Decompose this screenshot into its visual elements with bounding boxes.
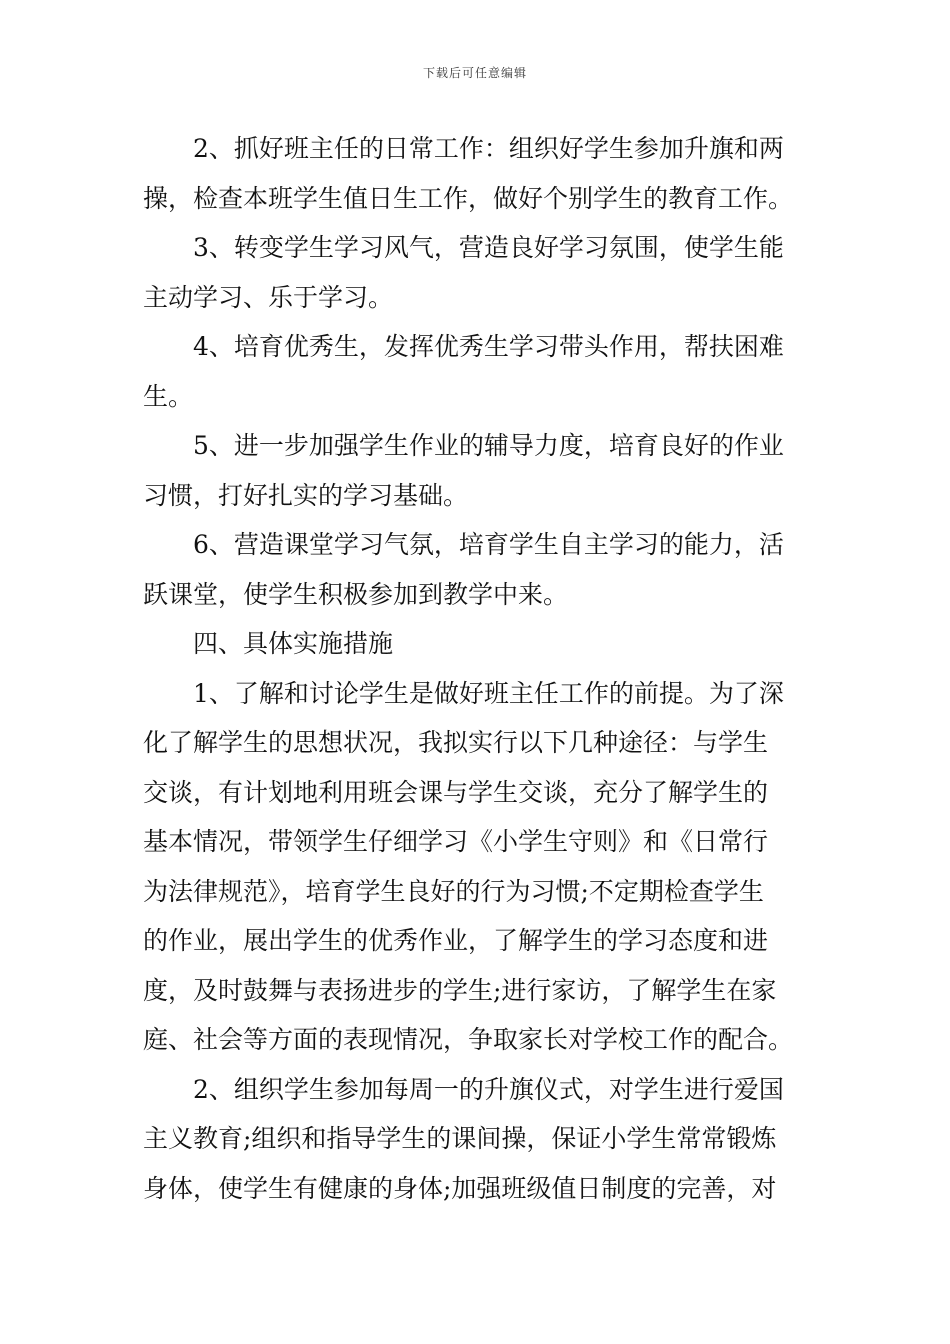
text-line: 化了解学生的思想状况，我拟实行以下几种途径：与学生 [143,728,769,757]
paragraph [143,619,807,669]
text-line: 跃课堂，使学生积极参加到教学中来。 [143,579,569,609]
text-line: 3、转变学生学习风气，营造良好学习氛围，使学生能 [193,233,784,262]
paragraph [143,520,807,619]
paragraph [143,669,807,1065]
text-line: 为法律规范》，培育学生良好的行为习惯;不定期检查学生 [143,876,764,906]
paragraph [143,421,807,520]
paragraph [143,1065,807,1214]
text-line: 基本情况，带领学生仔细学习《小学生守则》和《日常行 [143,827,769,856]
text-line: 身体，使学生有健康的身体;加强班级值日制度的完善，对 [143,1173,777,1203]
page-header: 下载后可任意编辑 [422,66,527,80]
text-line: 6、营造课堂学习气氛，培育学生自主学习的能力，活 [193,530,784,559]
text-line: 四、具体实施措施 [193,629,394,658]
text-line: 主义教育;组织和指导学生的课间操，保证小学生常常锻炼 [143,1124,777,1153]
text-line: 4、培育优秀生，发挥优秀生学习带头作用，帮扶困难 [193,332,784,361]
text-line: 生。 [143,381,194,411]
paragraph [143,124,807,223]
document-body [143,124,807,1213]
text-line: 主动学习、乐于学习。 [143,282,394,312]
text-line: 庭、社会等方面的表现情况，争取家长对学校工作的配合。 [143,1025,794,1054]
text-line: 5、进一步加强学生作业的辅导力度，培育良好的作业 [193,431,784,460]
text-line: 操，检查本班学生值日生工作，做好个别学生的教育工作。 [143,183,794,213]
text-line: 2、抓好班主任的日常工作：组织好学生参加升旗和两 [193,134,784,163]
paragraph [143,322,807,421]
text-line: 度，及时鼓舞与表扬进步的学生;进行家访，了解学生在家 [143,975,777,1005]
text-line: 1、了解和讨论学生是做好班主任工作的前提。为了深 [193,678,784,708]
text-line: 交谈，有计划地利用班会课与学生交谈，充分了解学生的 [143,777,769,807]
text-line: 2、组织学生参加每周一的升旗仪式，对学生进行爱国 [193,1074,784,1104]
text-line: 习惯，打好扎实的学习基础。 [143,480,469,510]
text-line: 的作业，展出学生的优秀作业，了解学生的学习态度和进 [143,926,769,955]
paragraph [143,223,807,322]
